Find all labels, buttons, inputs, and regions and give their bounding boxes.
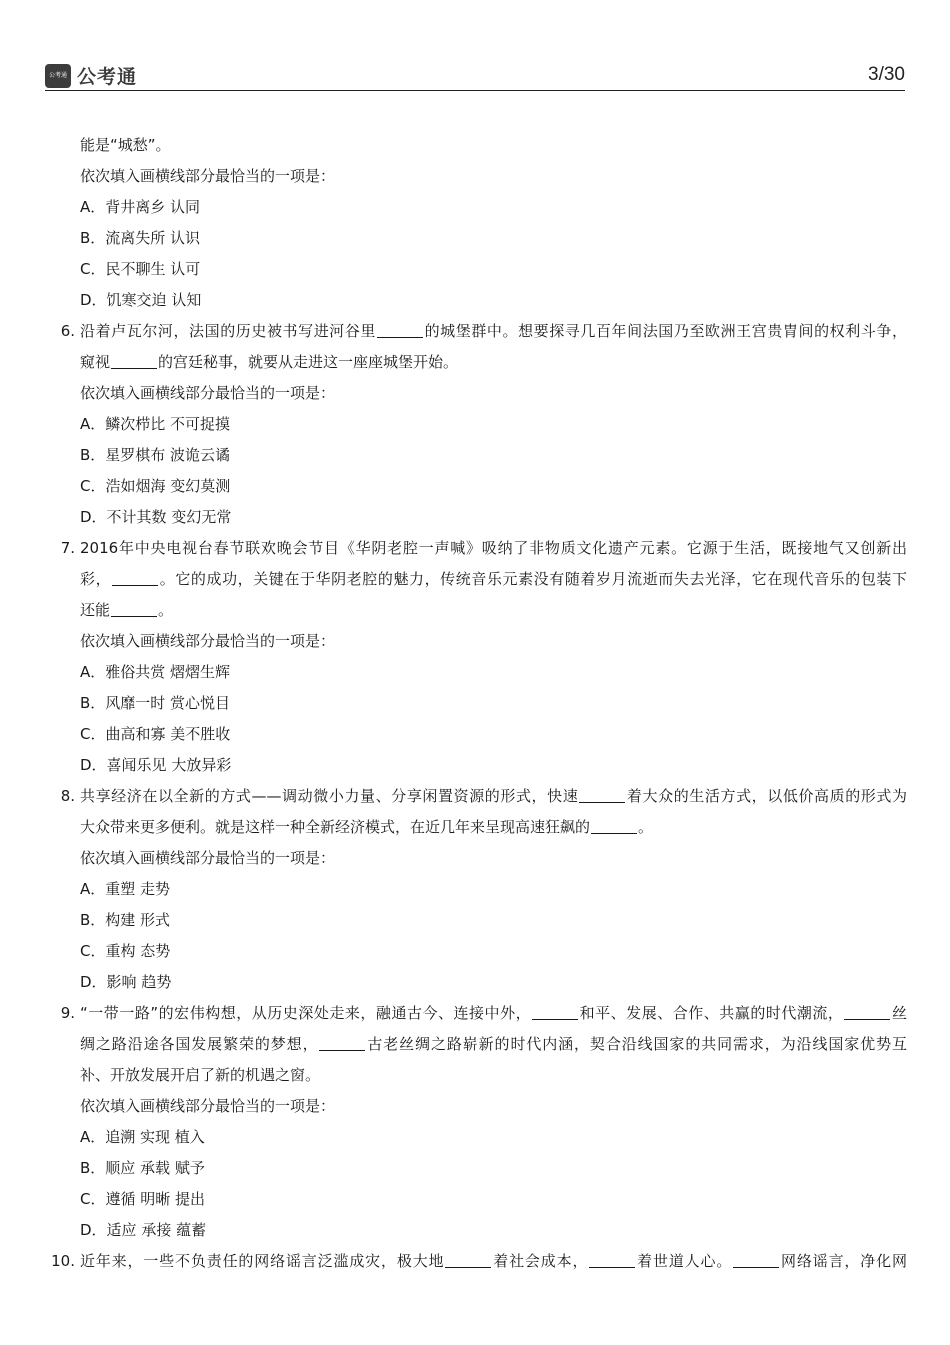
option-d: D．不计其数 变幻无常	[80, 508, 232, 526]
question-8-line-1: 8. 共享经济在以全新的方式——调动微小力量、分享闲置资源的形式，快速 着大众的生活方式，以低价高质的形式为	[55, 781, 907, 812]
question-8-line-2: 大众带来更多便利。就是这样一种全新经济模式，在近几年来呈现高速狂飙的 。	[80, 818, 654, 836]
option-b: B．顺应 承载 赋予	[80, 1159, 205, 1177]
question-number: 7.	[60, 539, 75, 557]
option-a: A．背井离乡 认同	[80, 198, 201, 216]
option-a: A．鳞次栉比 不可捉摸	[80, 415, 231, 433]
logo	[45, 62, 137, 89]
blank	[112, 569, 158, 586]
question-6-line-1: 6. 沿着卢瓦尔河，法国的历史被书写进河谷里 的城堡群中。想要探寻几百年间法国乃至欧洲王宫贵胄间的权利斗争，	[55, 316, 907, 347]
question-prompt: 依次填入画横线部分最恰当的一项是：	[80, 384, 336, 402]
blank	[111, 600, 157, 617]
question-7-line-3: 还能 。	[80, 601, 174, 619]
page-number: 3/30	[868, 64, 905, 85]
question-prompt: 依次填入画横线部分最恰当的一项是：	[80, 849, 336, 867]
question-9-line-3: 补、开放发展开启了新的机遇之窗。	[80, 1066, 321, 1084]
question-9-line-1: 9. “一带一路”的宏伟构想，从历史深处走来，融通古今、连接中外， 和平、发展、合作、共赢的时代潮流， 丝	[55, 998, 907, 1029]
option-c: C．民不聊生 认可	[80, 260, 201, 278]
option-c: C．遵循 明晰 提出	[80, 1190, 206, 1208]
option-d: D．适应 承接 蕴蓄	[80, 1221, 207, 1239]
option-a: A．追溯 实现 植入	[80, 1128, 205, 1146]
question-7-line-2: 彩， 。它的成功，关键在于华阴老腔的魅力，传统音乐元素没有随着岁月流逝而失去光泽，它在现代音乐的包装下	[80, 570, 907, 588]
option-b: B．构建 形式	[80, 911, 171, 929]
option-c: C．重构 态势	[80, 942, 171, 960]
option-b: B．风靡一时 赏心悦目	[80, 694, 231, 712]
option-b: B．星罗棋布 波诡云谲	[80, 446, 231, 464]
blank	[579, 786, 625, 803]
question-prompt: 依次填入画横线部分最恰当的一项是：	[80, 167, 336, 185]
logo-icon: 公考通	[45, 64, 71, 88]
paragraph-line: 能是“城愁”。	[80, 136, 171, 154]
option-a: A．重塑 走势	[80, 880, 171, 898]
option-b: B．流离失所 认识	[80, 229, 201, 247]
document-body	[51, 130, 907, 1277]
question-prompt: 依次填入画横线部分最恰当的一项是：	[80, 632, 336, 650]
question-10-line-1: 10. 近年来，一些不负责任的网络谣言泛滥成灾，极大地 着社会成本， 着世道人心。 网络谣言，净化网	[55, 1246, 907, 1277]
question-number: 10.	[51, 1252, 75, 1270]
blank	[844, 1003, 890, 1020]
question-number: 6.	[60, 322, 75, 340]
option-d: D．影响 趋势	[80, 973, 172, 991]
blank	[733, 1251, 779, 1268]
option-d: D．喜闻乐见 大放异彩	[80, 756, 232, 774]
blank	[445, 1251, 491, 1268]
blank	[377, 321, 423, 338]
page-header	[45, 58, 905, 91]
option-a: A．雅俗共赏 熠熠生辉	[80, 663, 231, 681]
blank	[319, 1034, 365, 1051]
question-6-line-2: 窥视 的宫廷秘事，就要从走进这一座座城堡开始。	[80, 353, 459, 371]
question-number: 8.	[60, 787, 75, 805]
blank	[532, 1003, 578, 1020]
question-9-line-2: 绸之路沿途各国发展繁荣的梦想， 古老丝绸之路崭新的时代内涵，契合沿线国家的共同需求，为沿线国家优势互	[80, 1035, 907, 1053]
option-c: C．浩如烟海 变幻莫测	[80, 477, 231, 495]
question-number: 9.	[60, 1004, 75, 1022]
blank	[591, 817, 637, 834]
question-7-line-1: 7. 2016年中央电视台春节联欢晚会节目《华阴老腔一声喊》吸纳了非物质文化遗产元素。它源于生活，既接地气又创新出	[55, 533, 907, 564]
question-prompt: 依次填入画横线部分最恰当的一项是：	[80, 1097, 336, 1115]
option-c: C．曲高和寡 美不胜收	[80, 725, 231, 743]
logo-text: 公考通	[77, 66, 138, 88]
blank	[111, 352, 157, 369]
blank	[589, 1251, 635, 1268]
option-d: D．饥寒交迫 认知	[80, 291, 202, 309]
